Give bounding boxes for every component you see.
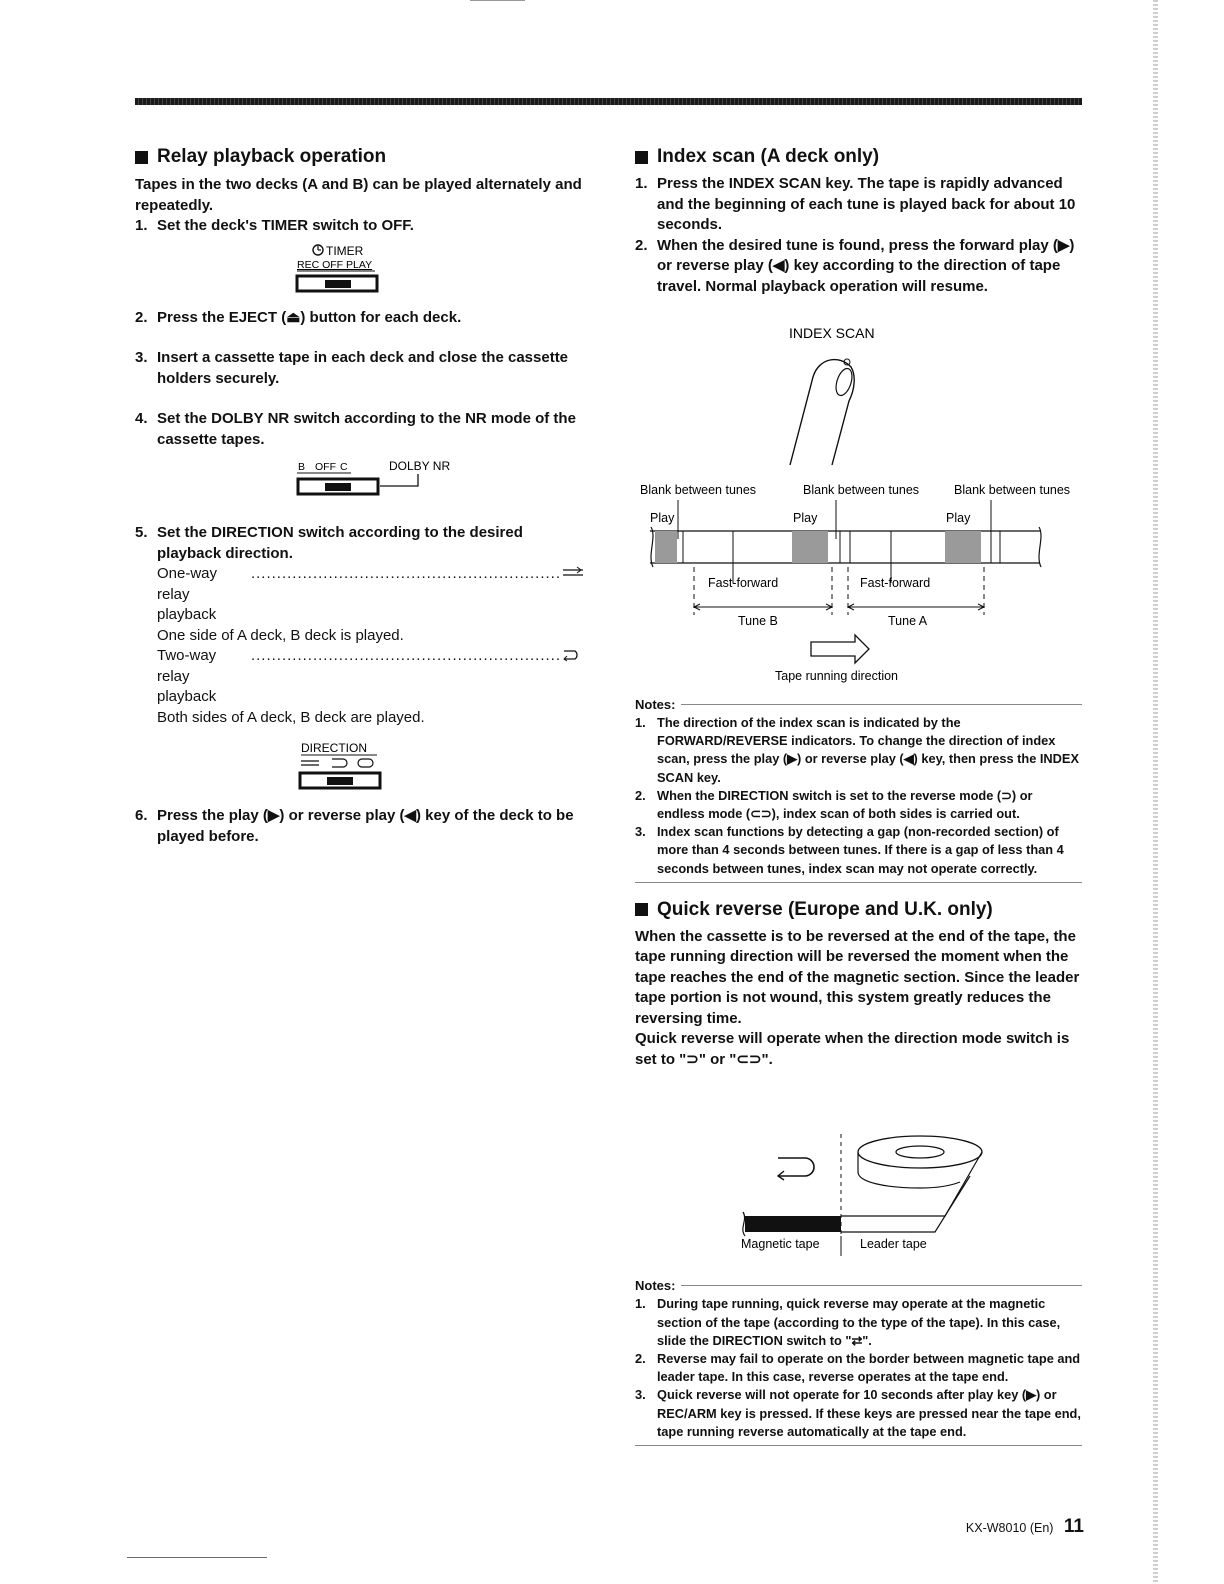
relay-step-1-text: Set the deck's TIMER switch to OFF. <box>157 217 414 234</box>
page-number: 11 <box>1063 1516 1084 1537</box>
oneway-leader-dots: ............................................................ <box>250 565 561 582</box>
heading-bullet-icon <box>635 151 648 164</box>
index-step-2: 2. When the desired tune is found, press the forward play (▶) or reverse play (◀) key according to the direction of tape travel. Normal playback operation will resume. <box>635 236 1082 298</box>
relay-step-6-text: Press the play (▶) or reverse play (◀) key of the deck to be played before. <box>157 807 574 845</box>
twoway-label: Two-way relay playback <box>157 647 217 705</box>
direction-mode-icons <box>301 759 373 767</box>
oneway-row <box>157 564 585 626</box>
page-footer <box>900 1516 1084 1538</box>
tune-b-label: Tune B <box>738 614 778 628</box>
quick-notes-header <box>635 1278 1082 1293</box>
index-notes-title: Notes: <box>635 697 676 712</box>
tape-strip <box>650 527 1041 567</box>
heading-bullet-icon <box>635 903 648 916</box>
timer-switch-knob <box>325 280 351 288</box>
quick-note-2-text: Reverse may fail to operate on the border between magnetic tape and leader tape. In this case, reverse operates at the tape end. <box>657 1350 1081 1385</box>
quick-note-1: 1. During tape running, quick reverse may operate at the magnetic section of the tape (according to the type of the tape). In this case, slide the DIRECTION switch to "⇄". <box>635 1295 1082 1350</box>
bottom-scan-line <box>127 1557 267 1558</box>
finger-press-icon <box>790 359 855 465</box>
index-scan-section <box>635 146 1082 1446</box>
index-step-1: 1. Press the INDEX SCAN key. The tape is rapidly advanced and the beginning of each tune is played back for about 10 seconds. <box>635 174 1082 236</box>
header-rule <box>135 98 1082 105</box>
tune-a-label: Tune A <box>888 614 928 628</box>
index-step-2-text: When the desired tune is found, press the forward play (▶) or reverse play (◀) key according to the direction of tape travel. Normal playback operation will resume. <box>657 236 1075 295</box>
tape-reel-icon <box>841 1136 982 1232</box>
quick-note-1-text: During tape running, quick reverse may operate at the magnetic section of the tape (according to the type of the tape). In this case, slide the DIRECTION switch to "⇄". <box>657 1296 1061 1348</box>
relay-step-4: 4. Set the DOLBY NR switch according to the NR mode of the cassette tapes. <box>135 409 585 450</box>
twoway-leader-dots: ............................................................ <box>250 647 561 664</box>
relay-step-3-text: Insert a cassette tape in each deck and close the cassette holders securely. <box>157 349 569 387</box>
oneway-mode-icon <box>561 564 585 580</box>
reverse-mode-icon <box>778 1158 814 1180</box>
relay-step-2-text: Press the EJECT (⏏) button for each deck. <box>157 308 462 326</box>
timer-label: TIMER <box>326 243 364 258</box>
quick-heading <box>635 899 1082 921</box>
index-note-3: 3. Index scan functions by detecting a gap (non-recorded section) of more than 4 seconds between tunes. If there is a gap of less than 4 seconds between tunes, index scan may not operate correctly. <box>635 823 1082 878</box>
timer-positions: REC OFF PLAY <box>297 258 373 271</box>
quick-note-2: 2. Reverse may fail to operate on the border between magnetic tape and leader tape. In this case, reverse operates at the tape end. <box>635 1350 1082 1386</box>
timer-switch-figure <box>135 240 585 298</box>
quick-note-3: 3. Quick reverse will not operate for 10 seconds after play key (▶) or REC/ARM key is pressed. If these keys are pressed near the tape end, tape running reverse automatically at the tape end. <box>635 1386 1082 1441</box>
tune-b-span <box>694 604 832 610</box>
index-note-1-text: The direction of the index scan is indicated by the FORWARD/REVERSE indicators. To change the direction of index scan, press the play (▶) or reverse play (◀) key, then press the INDEX SCAN key. <box>657 715 1079 785</box>
play-label-1: Play <box>650 511 675 525</box>
index-note-2: 2. When the DIRECTION switch is set to the reverse mode (⊃) or endless mode (⊂⊃), index scan of both sides is carried out. <box>635 787 1082 823</box>
relay-step-2: 2. Press the EJECT (⏏) button for each deck. <box>135 308 585 329</box>
leader-tape-label: Leader tape <box>860 1237 927 1252</box>
relay-heading <box>135 146 585 168</box>
relay-step-5: 5. Set the DIRECTION switch according to the desired playback direction. <box>135 523 585 564</box>
oneway-label: One-way relay playback <box>157 565 218 623</box>
dolby-off: OFF <box>315 461 336 473</box>
direction-label: DIRECTION <box>301 741 367 755</box>
page-edge <box>1153 0 1158 1584</box>
blank-label-1: Blank between tunes <box>640 483 757 497</box>
clock-icon <box>313 245 323 255</box>
dolby-switch-figure <box>135 456 585 501</box>
relay-step-6: 6. Press the play (▶) or reverse play (◀) key of the deck to be played before. <box>135 806 585 847</box>
quick-note-3-text: Quick reverse will not operate for 10 seconds after play key (▶) or REC/ARM key is pressed. If these keys are pressed near the tape end, tape running reverse automatically at the tape end. <box>657 1387 1081 1439</box>
direction-switch-figure <box>135 738 585 794</box>
blank-section-1 <box>655 531 677 563</box>
top-scan-line <box>470 0 525 1</box>
index-notes-rule <box>635 882 1082 883</box>
quick-para-2: Quick reverse will operate when the direction mode switch is set to "⊃" or "⊂⊃". <box>635 1030 1070 1068</box>
dolby-b: B <box>298 461 306 473</box>
twoway-row <box>157 646 585 708</box>
relay-step-1: 1. Set the deck's TIMER switch to OFF. <box>135 216 585 237</box>
dolby-c: C <box>340 461 348 473</box>
relay-step-4-text: Set the DOLBY NR switch according to the NR mode of the cassette tapes. <box>157 410 576 448</box>
blank-section-3 <box>945 531 981 563</box>
relay-step-3: 3. Insert a cassette tape in each deck and close the cassette holders securely. <box>135 348 585 389</box>
heading-bullet-icon <box>135 151 148 164</box>
index-note-1: 1. The direction of the index scan is indicated by the FORWARD/REVERSE indicators. To change the direction of index scan, press the play (▶) or reverse play (◀) key, then press the INDEX SCAN key. <box>635 714 1082 787</box>
relay-intro: Tapes in the two decks (A and B) can be played alternately and repeatedly. <box>135 176 582 214</box>
oneway-desc: One side of A deck, B deck is played. <box>157 626 404 644</box>
twoway-desc: Both sides of A deck, B deck are played. <box>157 708 425 726</box>
magnetic-tape-section <box>745 1216 841 1232</box>
tune-a-span <box>848 604 984 610</box>
blank-label-3: Blank between tunes <box>954 483 1071 497</box>
quick-heading-text: Quick reverse (Europe and U.K. only) <box>657 898 993 920</box>
index-scan-title: INDEX SCAN <box>789 325 875 341</box>
blank-label-2: Blank between tunes <box>803 483 920 497</box>
ff-label-1: Fast-forward <box>708 576 779 590</box>
blank-section-2 <box>792 531 828 563</box>
index-heading-text: Index scan (A deck only) <box>657 146 880 167</box>
relay-section <box>135 146 585 847</box>
index-note-3-text: Index scan functions by detecting a gap (non-recorded section) of more than 4 seconds between tunes. If there is a gap of less than 4 seconds between tunes, index scan may not operate correctly. <box>657 824 1064 876</box>
dolby-switch-knob <box>325 483 351 491</box>
index-notes-header <box>635 697 1082 712</box>
model-number: KX-W8010 (En) <box>965 1521 1054 1535</box>
quick-notes-rule <box>635 1445 1082 1446</box>
dolby-label: DOLBY NR <box>389 459 451 473</box>
index-step-1-text: Press the INDEX SCAN key. The tape is rapidly advanced and the beginning of each tune is played back for about 10 seconds. <box>657 175 1076 233</box>
reverse-mode-icon <box>561 646 585 662</box>
index-heading <box>635 146 1082 168</box>
direction-mode-list <box>135 564 585 728</box>
direction-arrow-icon <box>811 635 869 663</box>
index-scan-figure <box>635 305 1082 685</box>
quick-notes-title: Notes: <box>635 1278 676 1294</box>
play-label-2: Play <box>793 511 818 525</box>
relay-step-5-text: Set the DIRECTION switch according to the desired playback direction. <box>157 524 523 562</box>
direction-caption: Tape running direction <box>775 669 898 683</box>
relay-heading-text: Relay playback operation <box>157 146 387 167</box>
quick-reverse-figure <box>635 1076 1082 1256</box>
play-label-3: Play <box>946 511 971 525</box>
ff-label-2: Fast-forward <box>860 576 931 590</box>
index-note-2-text: When the DIRECTION switch is set to the reverse mode (⊃) or endless mode (⊂⊃), index scan of both sides is carried out. <box>657 787 1033 822</box>
direction-switch-knob <box>327 777 353 785</box>
magnetic-tape-label: Magnetic tape <box>741 1237 820 1252</box>
quick-para-1: When the cassette is to be reversed at the end of the tape, the tape running direction will be reversed the moment when the tape reaches the end of the magnetic section. Since the leader tape portion is not wound, this system greatly reduces the reversing time. <box>635 927 1080 1027</box>
